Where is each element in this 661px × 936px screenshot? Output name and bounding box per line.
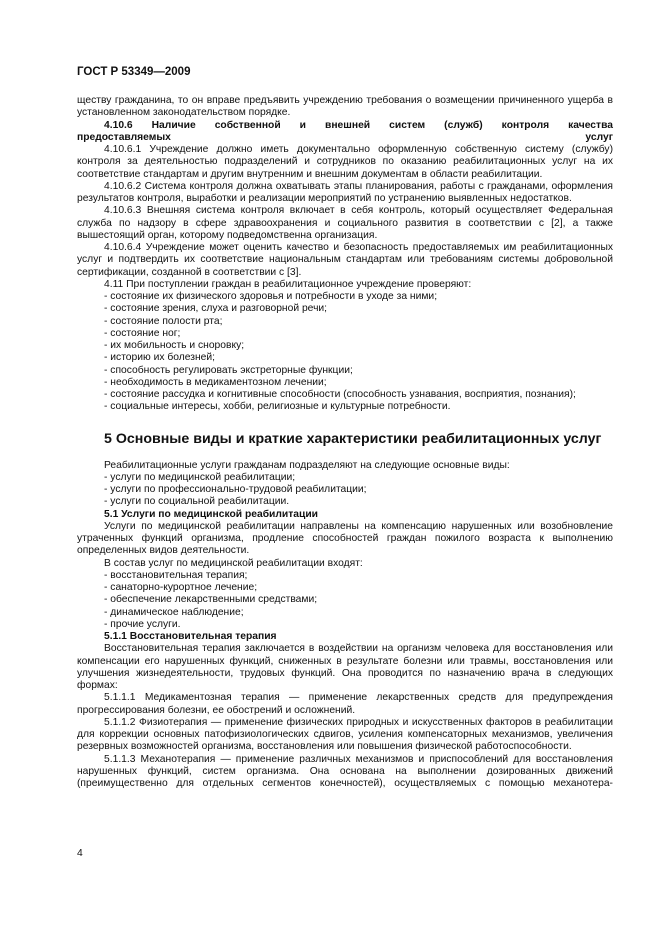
- list-item: - прочие услуги.: [104, 618, 181, 630]
- paragraph-5-1-1-3: 5.1.1.3 Механотерапия — применение различных механизмов и приспособлений для восстановления нарушенных функций, систем организма. Она основана на выполнении дозированных движений (преимущественно для отдельных сегментов конечностей), осуществляемых с помощью механотера-: [77, 753, 613, 789]
- list-item: - состояние зрения, слуха и разговорной речи;: [104, 303, 328, 315]
- list-item: - необходимость в медикаментозном лечении;: [104, 376, 327, 388]
- subsection-heading-4-10-6: 4.10.6 Наличие собственной и внешней систем (служб) контроля качества предоставляемых услуг: [77, 119, 613, 143]
- list-item: - состояние рассудка и когнитивные способности (способность узнавания, восприятия, познания);: [104, 389, 576, 400]
- paragraph-5-1-1-2: 5.1.1.2 Физиотерапия — применение физических природных и искусственных факторов в реабилитации для коррекции основных патофизиологических сдвигов, усиления компенсаторных механизмов, увеличения резервных возможностей организма, восстановления или повышения физической работоспособности.: [77, 716, 613, 753]
- list-item: - санаторно-курортное лечение;: [104, 582, 258, 593]
- list-item: - услуги по медицинской реабилитации;: [104, 471, 296, 483]
- list-item: - историю их болезней;: [104, 352, 215, 364]
- page-number: 4: [77, 848, 83, 859]
- check-list: [77, 291, 613, 414]
- paragraph-4-10-6-1: 4.10.6.1 Учреждение должно иметь документально оформленную собственную систему (службу) контроля за деятельностью подразделений и сотрудников по оказанию реабилитационных услуг на их соответствие стандартам и другим внутренним и внешним документам в области реабилитации.: [77, 144, 613, 180]
- paragraph-5-1-1: Восстановительная терапия заключается в воздействии на организм человека для восстановления или компенсации его нарушенных функций, сниженных в результате болезни или травмы, восстановления или улучшения жизнедеятельности, трудовых функций. Она проводится по назначению врача в следующих формах:: [77, 643, 613, 691]
- list-item: - социальные интересы, хобби, религиозные и культурные потребности.: [104, 401, 451, 413]
- list-item: - их мобильность и сноровку;: [104, 340, 245, 351]
- paragraph-5-1-1-1: 5.1.1.1 Медикаментозная терапия — применение лекарственных средств для предупреждения прогрессирования болезни, ее обострений и осложнений.: [77, 692, 613, 716]
- section-5-title: 5 Основные виды и краткие характеристики реабилитационных услуг: [104, 430, 602, 447]
- list-item: - восстановительная терапия;: [104, 569, 248, 581]
- list-item: - обеспечение лекарственными средствами;: [104, 594, 318, 606]
- list-item: - состояние их физического здоровья и потребности в уходе за ними;: [104, 291, 438, 302]
- subsection-heading-5-1: 5.1 Услуги по медицинской реабилитации: [104, 508, 319, 520]
- document-body: [77, 95, 613, 790]
- paragraph-4-10-6-3: 4.10.6.3 Внешняя система контроля включает в себя контроль, который осуществляет Федеральная служба по надзору в сфере здравоохранения и социального развития в соответствии с [2], а также вышестоящий орган, которому подведомственна организация.: [77, 205, 613, 241]
- paragraph-5-1-composition: В состав услуг по медицинской реабилитации входят:: [104, 557, 363, 569]
- paragraph-4-10-6-4: 4.10.6.4 Учреждение может оценить качество и безопасность предоставляемых им реабилитационных услуг и подтвердить их соответствие национальным стандартам или требованиям системы добровольной сертификации, созданной в соответствии с [3].: [77, 242, 613, 278]
- document-header: ГОСТ Р 53349—2009: [77, 66, 191, 78]
- paragraph: ществу гражданина, то он вправе предъявить учреждению требования о возмещении причиненного ущерба в установленном законодательством порядке.: [77, 95, 613, 119]
- list-item: - способность регулировать экстреторные функции;: [104, 364, 353, 376]
- paragraph-4-10-6-2: 4.10.6.2 Система контроля должна охватывать этапы планирования, работы с гражданами, оформления результатов контроля, выработки и реализации мероприятий по устранению выявленных недостатков.: [77, 180, 613, 204]
- section-5-intro: Реабилитационные услуги гражданам подразделяют на следующие основные виды:: [104, 459, 510, 471]
- list-item: - услуги по профессионально-трудовой реабилитации;: [104, 484, 367, 495]
- list-item: - услуги по социальной реабилитации.: [104, 496, 290, 508]
- paragraph-5-1: Услуги по медицинской реабилитации направлены на компенсацию нарушенных или возобновление утраченных функций организма, продление способностей граждан пожилого возраста к выполнению определенных видов деятельности.: [77, 520, 613, 557]
- list-item: - состояние полости рта;: [104, 315, 223, 327]
- subsection-heading-5-1-1: 5.1.1 Восстановительная терапия: [104, 631, 277, 642]
- list-item: - состояние ног;: [104, 327, 181, 339]
- paragraph-4-11: 4.11 При поступлении граждан в реабилитационное учреждение проверяют:: [104, 278, 472, 290]
- list-item: - динамическое наблюдение;: [104, 606, 244, 618]
